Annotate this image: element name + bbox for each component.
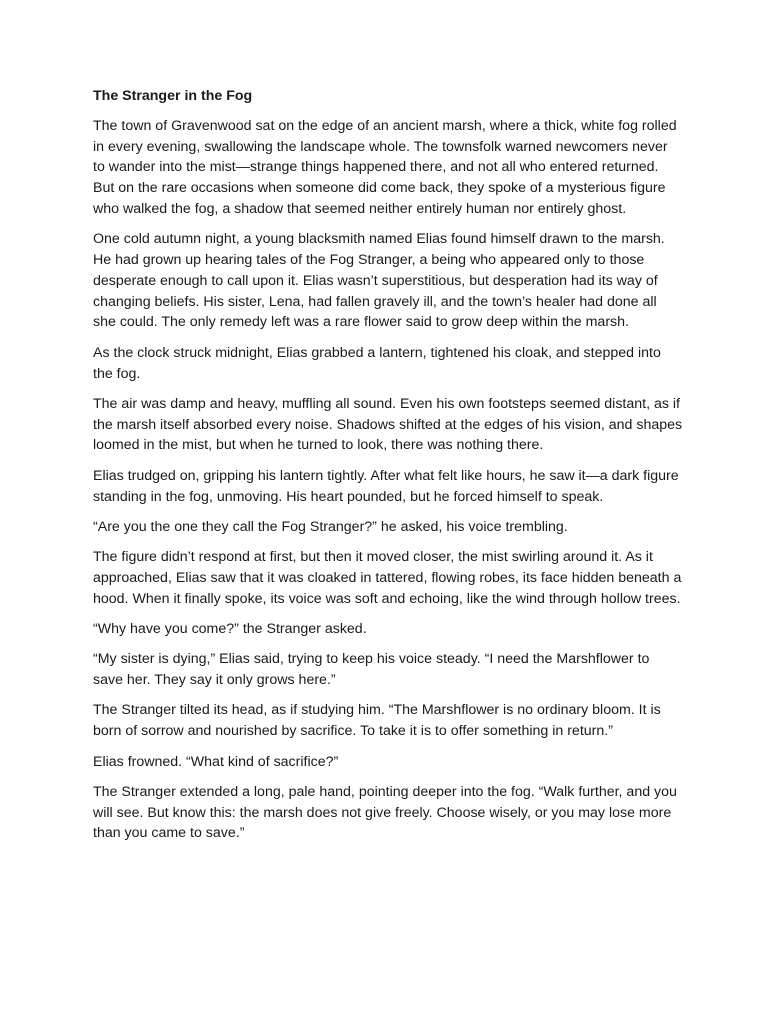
paragraph-8: “Why have you come?” the Stranger asked.	[93, 621, 367, 638]
paragraph-10: The Stranger tilted its head, as if studying him. “The Marshflower is no ordinary bloom. It is born of sorrow and nourished by sacrifice. To take it is to offer something in return.”	[93, 702, 661, 740]
paragraph-9: “My sister is dying,” Elias said, trying to keep his voice steady. “I need the Marshflower to save her. They say it only grows here.”	[93, 651, 650, 689]
paragraph-5: Elias trudged on, gripping his lantern tightly. After what felt like hours, he saw it—a dark figure standing in the fog, unmoving. His heart pounded, but he forced himself to speak.	[93, 467, 679, 505]
document-title: The Stranger in the Fog	[93, 88, 253, 104]
paragraph-3: As the clock struck midnight, Elias grabbed a lantern, tightened his cloak, and stepped into the fog.	[93, 344, 661, 382]
paragraph-2: One cold autumn night, a young blacksmith named Elias found himself drawn to the marsh. He had grown up hearing tales of the Fog Stranger, a being who appeared only to those desperate enough to call upon it. Elias wasn’t superstitious, but desperation had its way of changing beliefs. His sister, Lena, had fallen gravely ill, and the town’s healer had done all she could. The only remedy left was a rare flower said to grow deep within the marsh.	[93, 231, 665, 331]
paragraph-12: The Stranger extended a long, pale hand, pointing deeper into the fog. “Walk further, and you will see. But know this: the marsh does not give freely. Choose wisely, or you may lose more than you came to save.”	[93, 783, 677, 842]
document-page	[93, 86, 683, 854]
paragraph-1: The town of Gravenwood sat on the edge of an ancient marsh, where a thick, white fog rolled in every evening, swallowing the landscape whole. The townsfolk warned newcomers never to wander into the mist—strange things happened there, and not all who entered returned. But on the rare occasions when someone did come back, they spoke of a mysterious figure who walked the fog, a shadow that seemed neither entirely human nor entirely ghost.	[93, 117, 677, 217]
paragraph-6: “Are you the one they call the Fog Stranger?” he asked, his voice trembling.	[93, 518, 568, 535]
paragraph-11: Elias frowned. “What kind of sacrifice?”	[93, 753, 339, 770]
paragraph-7: The figure didn’t respond at first, but then it moved closer, the mist swirling around it. As it approached, Elias saw that it was cloaked in tattered, flowing robes, its face hidden beneath a hood. When it finally spoke, its voice was soft and echoing, like the wind through hollow trees.	[93, 549, 682, 607]
paragraph-4: The air was damp and heavy, muffling all sound. Even his own footsteps seemed distant, as if the marsh itself absorbed every noise. Shadows shifted at the edges of his vision, and shapes loomed in the mist, but when he turned to look, there was nothing there.	[93, 395, 683, 454]
